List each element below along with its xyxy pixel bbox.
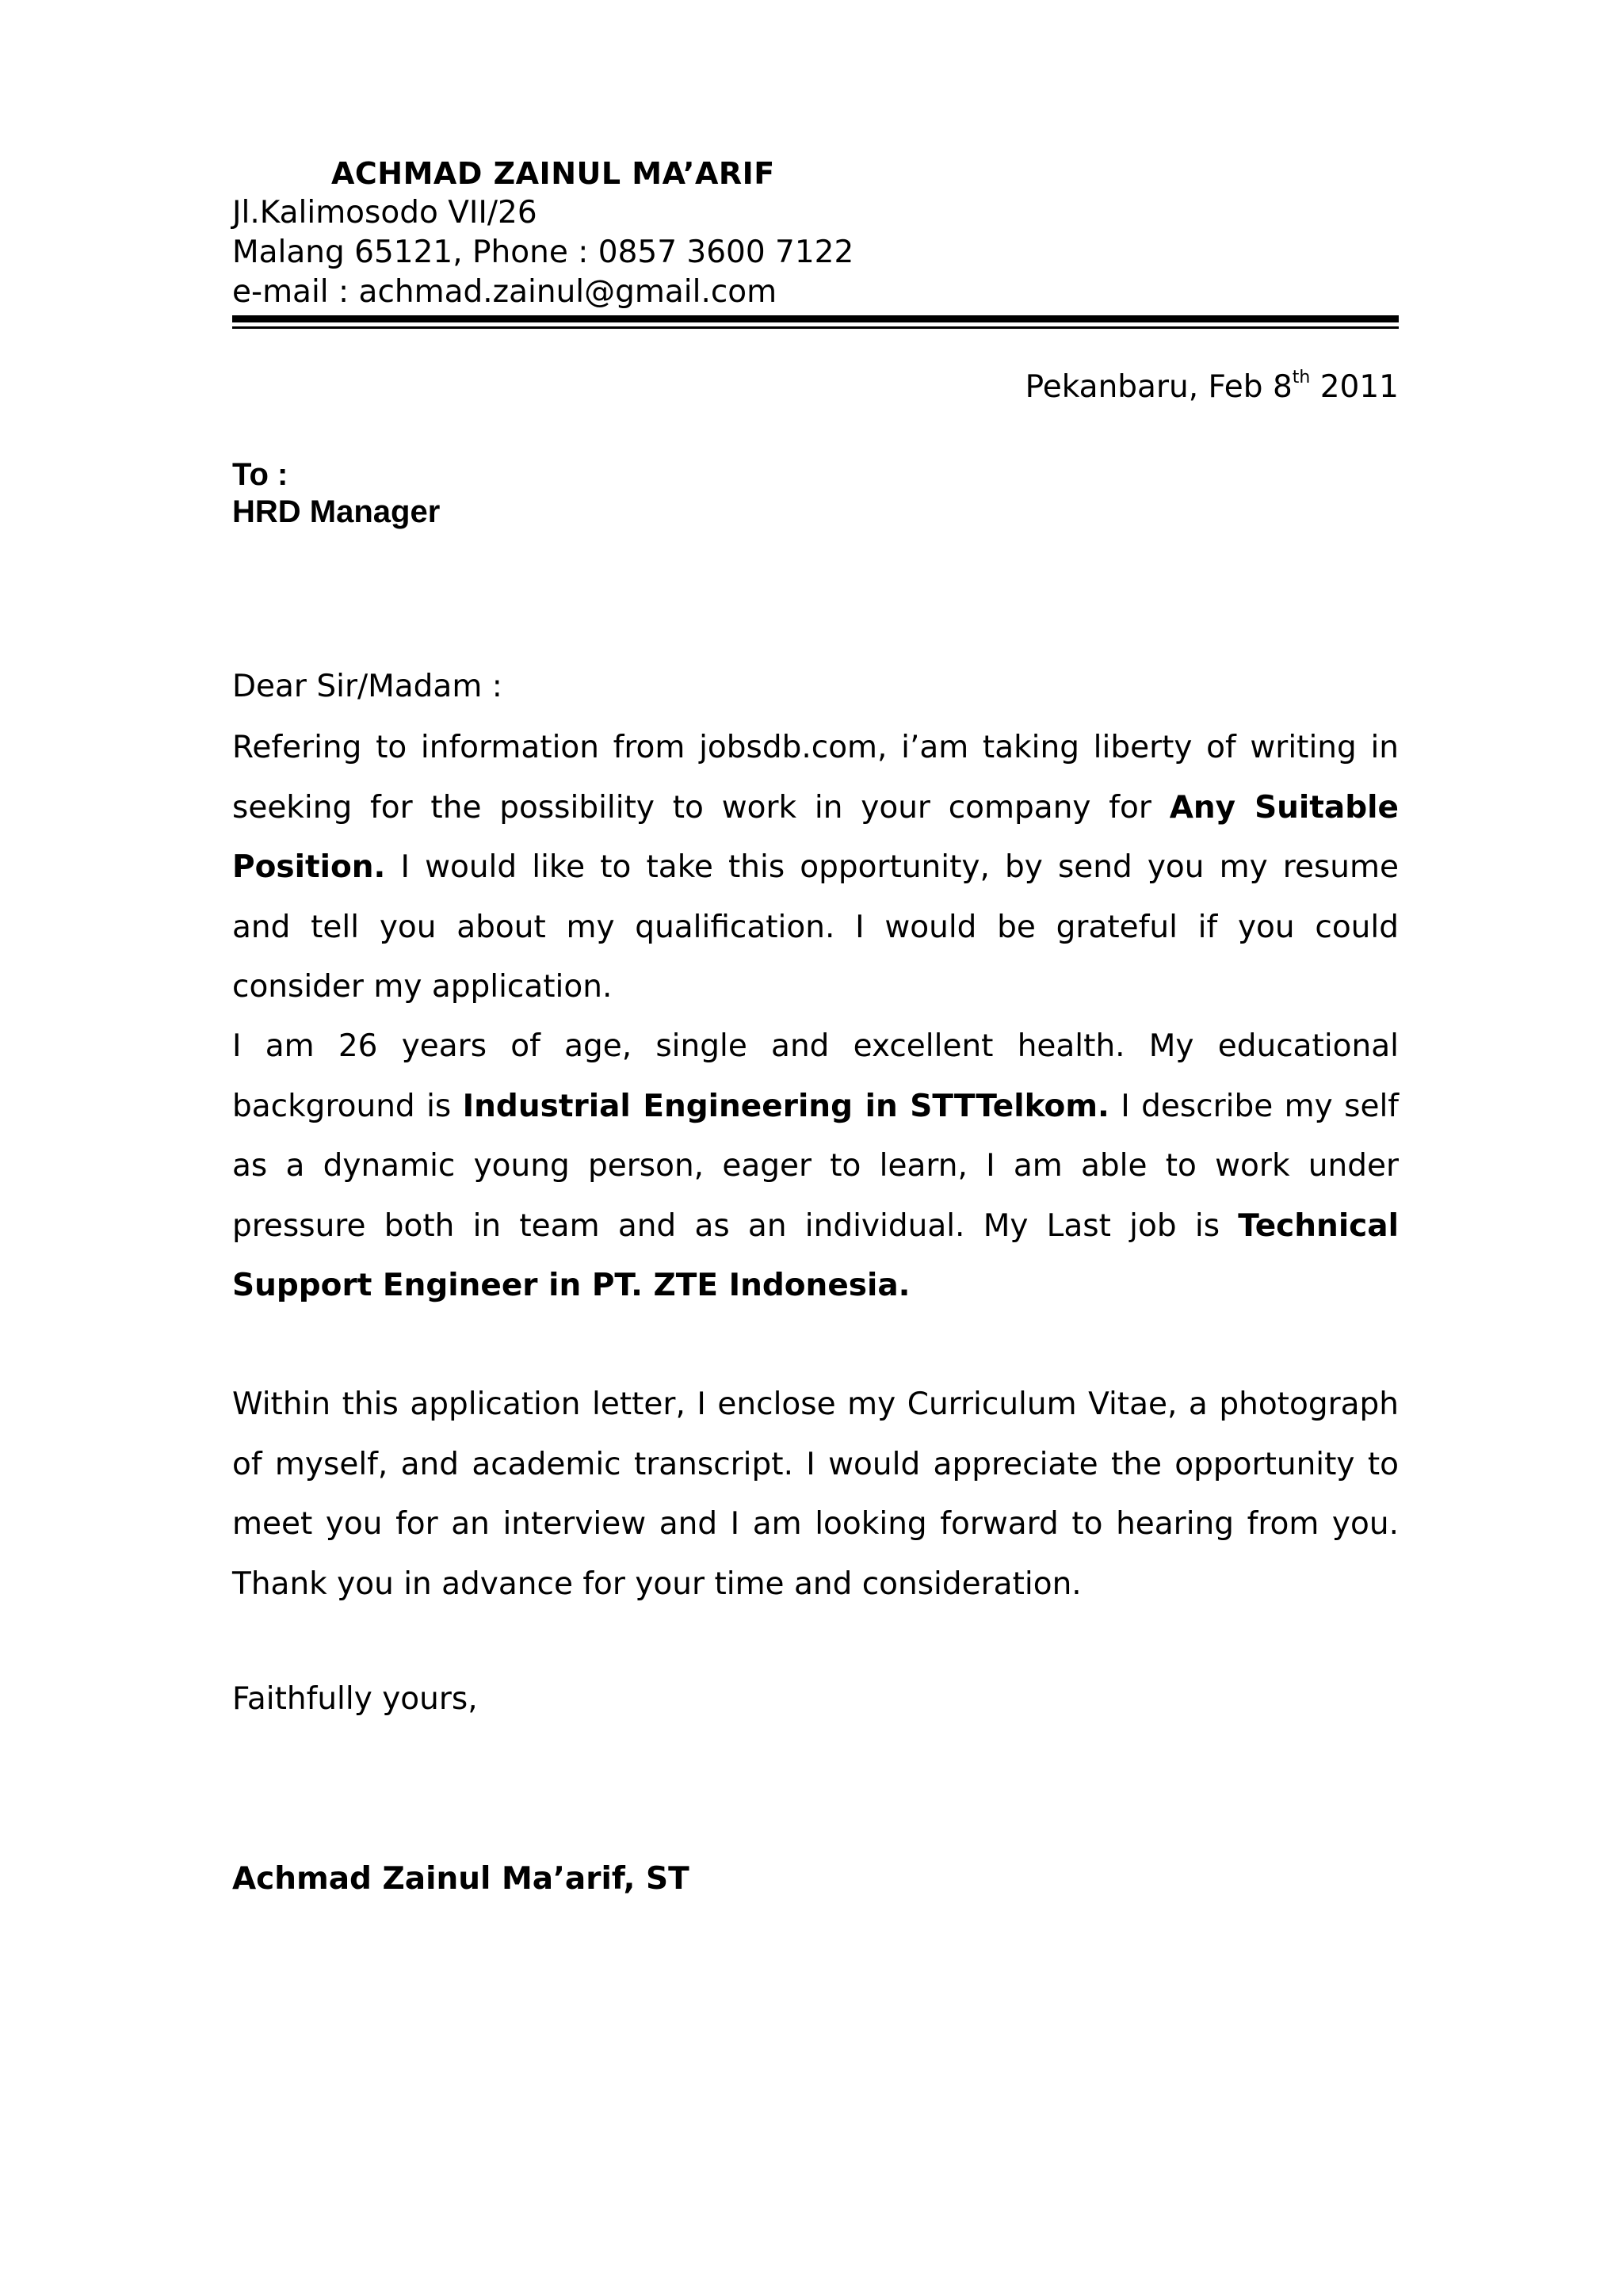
date-prefix: Pekanbaru, Feb 8 [1025,369,1293,405]
position-highlight: Any Suitable Position. [232,789,1399,885]
date-year: 2011 [1310,369,1399,405]
recipient-label: To : [232,457,288,492]
sender-name: ACHMAD ZAINUL MA’ARIF [331,156,775,191]
body-paragraph-2 [232,1016,1399,1316]
body-paragraph-1 [232,718,1399,1017]
sender-email: e-mail : achmad.zainul@gmail.com [232,274,777,310]
date-ordinal: th [1292,368,1311,387]
paragraph-text: I would like to take this opportunity, by send you my resume and tell you about my qualification. I would be grateful if you could consider my application. [232,849,1399,1005]
salutation: Dear Sir/Madam : [232,669,502,704]
paragraph-text: I describe my self as a dynamic young person, eager to learn, I am able to work under pressure both in team and as an individual. My Last job is [232,1088,1400,1244]
letter-date [1025,369,1399,405]
body-paragraph-3: Within this application letter, I enclose my Curriculum Vitae, a photograph of myself, and academic transcript. I would appreciate the opportunity to meet you for an interview and I am looking forward to hearing from you. Thank you in advance for your time and consideration. [232,1386,1399,1602]
signature-name: Achmad Zainul Ma’arif, ST [232,1861,689,1897]
recipient-title: HRD Manager [232,494,441,529]
header-divider-thin [232,326,1399,329]
closing: Faithfully yours, [232,1681,478,1717]
sender-address-line1: Jl.Kalimosodo VII/26 [232,195,537,231]
paragraph-text: I am 26 years of age, single and excellent health. My educational background is [232,1028,1399,1124]
paragraph-text: Refering to information from jobsdb.com, i’am taking liberty of writing in seeking for the possibility to work in your company for [232,730,1399,826]
last-job-highlight: Technical Support Engineer in PT. ZTE Indonesia. [232,1207,1399,1303]
header-divider-thick [232,315,1399,322]
education-highlight: Industrial Engineering in STTTelkom. [462,1088,1109,1124]
sender-address-line2: Malang 65121, Phone : 0857 3600 7122 [232,235,854,270]
